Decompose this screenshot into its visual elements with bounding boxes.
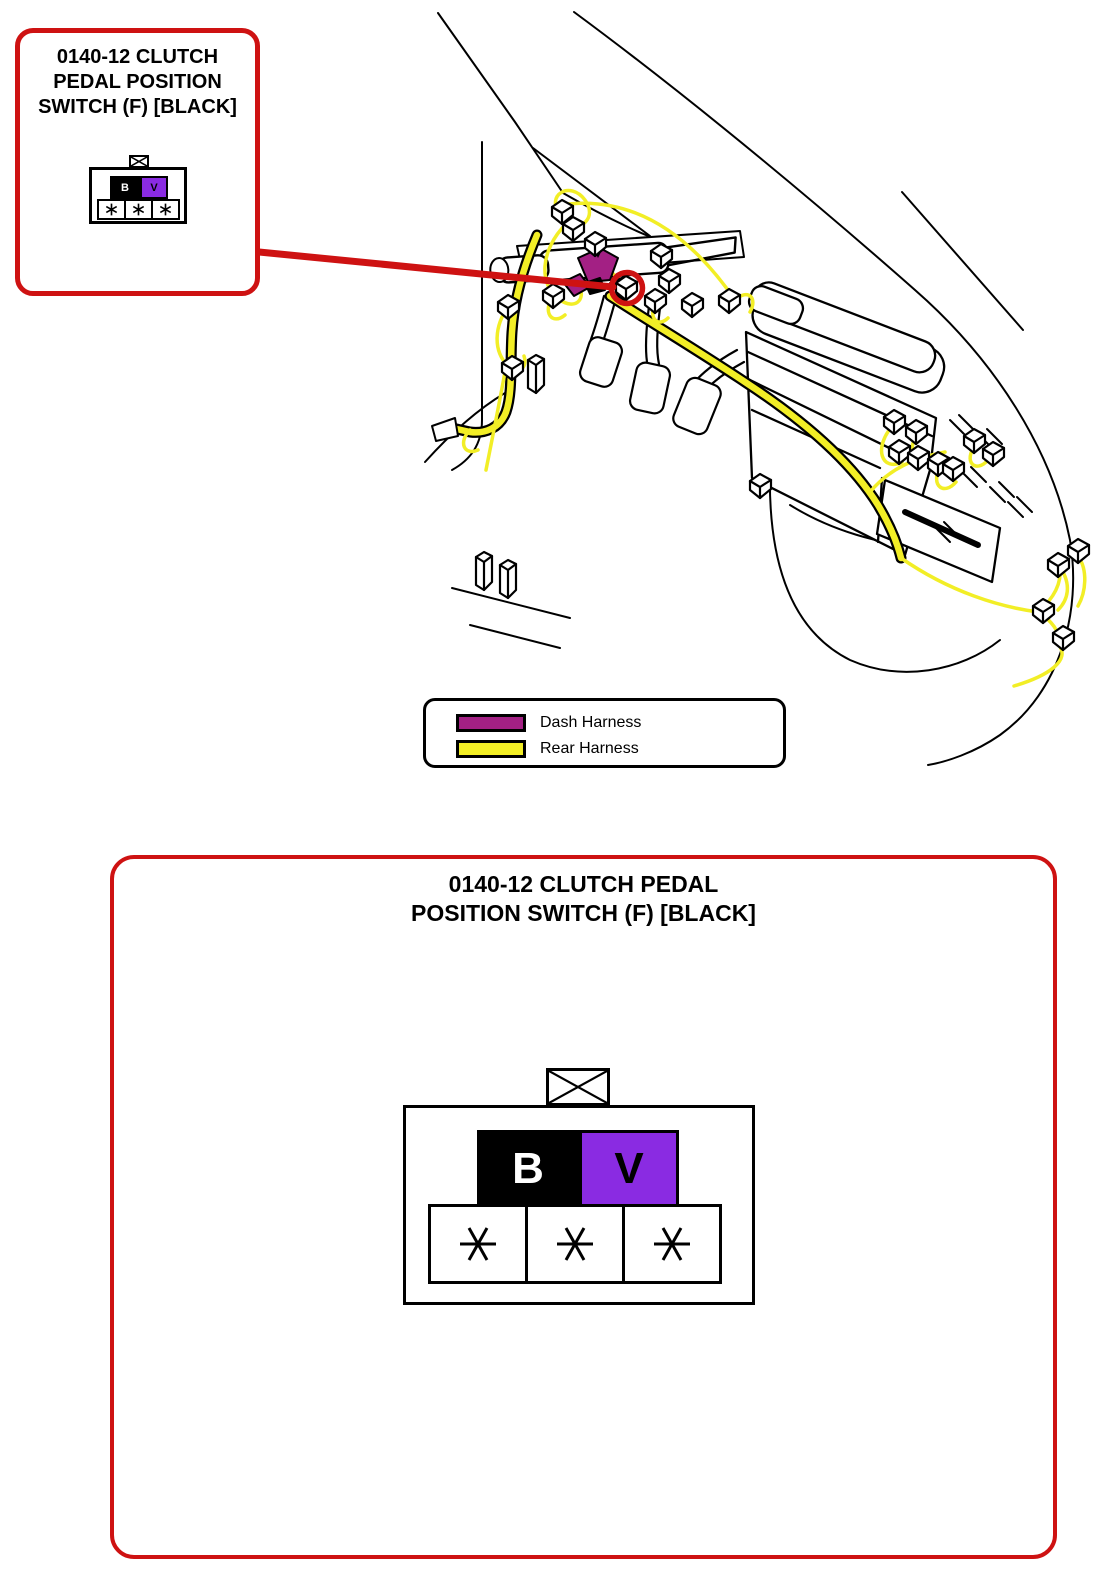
clutch-switch-connector-mini xyxy=(89,155,189,224)
asterisk-pin-icon xyxy=(458,1224,498,1264)
asterisk-pin-icon xyxy=(555,1224,595,1264)
callout-title xyxy=(20,45,255,120)
clutch-switch-connector-detail xyxy=(403,1105,755,1305)
asterisk-pin-icon xyxy=(159,203,172,216)
callout-box xyxy=(15,28,260,296)
harness-end-tip xyxy=(432,418,458,441)
pin-v: V xyxy=(140,176,168,199)
harness-legend xyxy=(423,698,786,768)
pin-cell xyxy=(97,199,126,220)
pin-row-bottom xyxy=(97,199,178,220)
crossed-box-icon xyxy=(546,1068,610,1106)
pin-cell xyxy=(428,1204,528,1284)
callout-title-line: PEDAL POSITION xyxy=(53,71,222,93)
legend-label: Dash Harness xyxy=(540,714,642,731)
connector-body xyxy=(89,167,187,224)
asterisk-pin-icon xyxy=(132,203,145,216)
asterisk-pin-icon xyxy=(105,203,118,216)
callout-title-line: SWITCH (F) [BLACK] xyxy=(38,96,237,118)
pin-b: B xyxy=(110,176,140,199)
detail-box xyxy=(110,855,1057,1559)
pin-cell xyxy=(622,1204,722,1284)
callout-title-line: 0140-12 CLUTCH xyxy=(56,46,219,68)
legend-row-rear-harness xyxy=(456,736,783,762)
detail-title-line: POSITION SWITCH (F) [BLACK] xyxy=(411,900,756,926)
dash-harness-swatch xyxy=(456,714,526,732)
rear-harness-swatch xyxy=(456,740,526,758)
legend-label: Rear Harness xyxy=(540,740,639,757)
pin-v: V xyxy=(579,1130,679,1207)
pin-row-bottom xyxy=(428,1204,719,1284)
asterisk-pin-icon xyxy=(652,1224,692,1264)
pin-cell xyxy=(525,1204,625,1284)
pin-b: B xyxy=(477,1130,579,1207)
pin-cell xyxy=(151,199,180,220)
pin-cell xyxy=(124,199,153,220)
legend-row-dash-harness xyxy=(456,710,783,736)
detail-title xyxy=(114,870,1053,928)
detail-title-line: 0140-12 CLUTCH PEDAL xyxy=(448,871,719,897)
